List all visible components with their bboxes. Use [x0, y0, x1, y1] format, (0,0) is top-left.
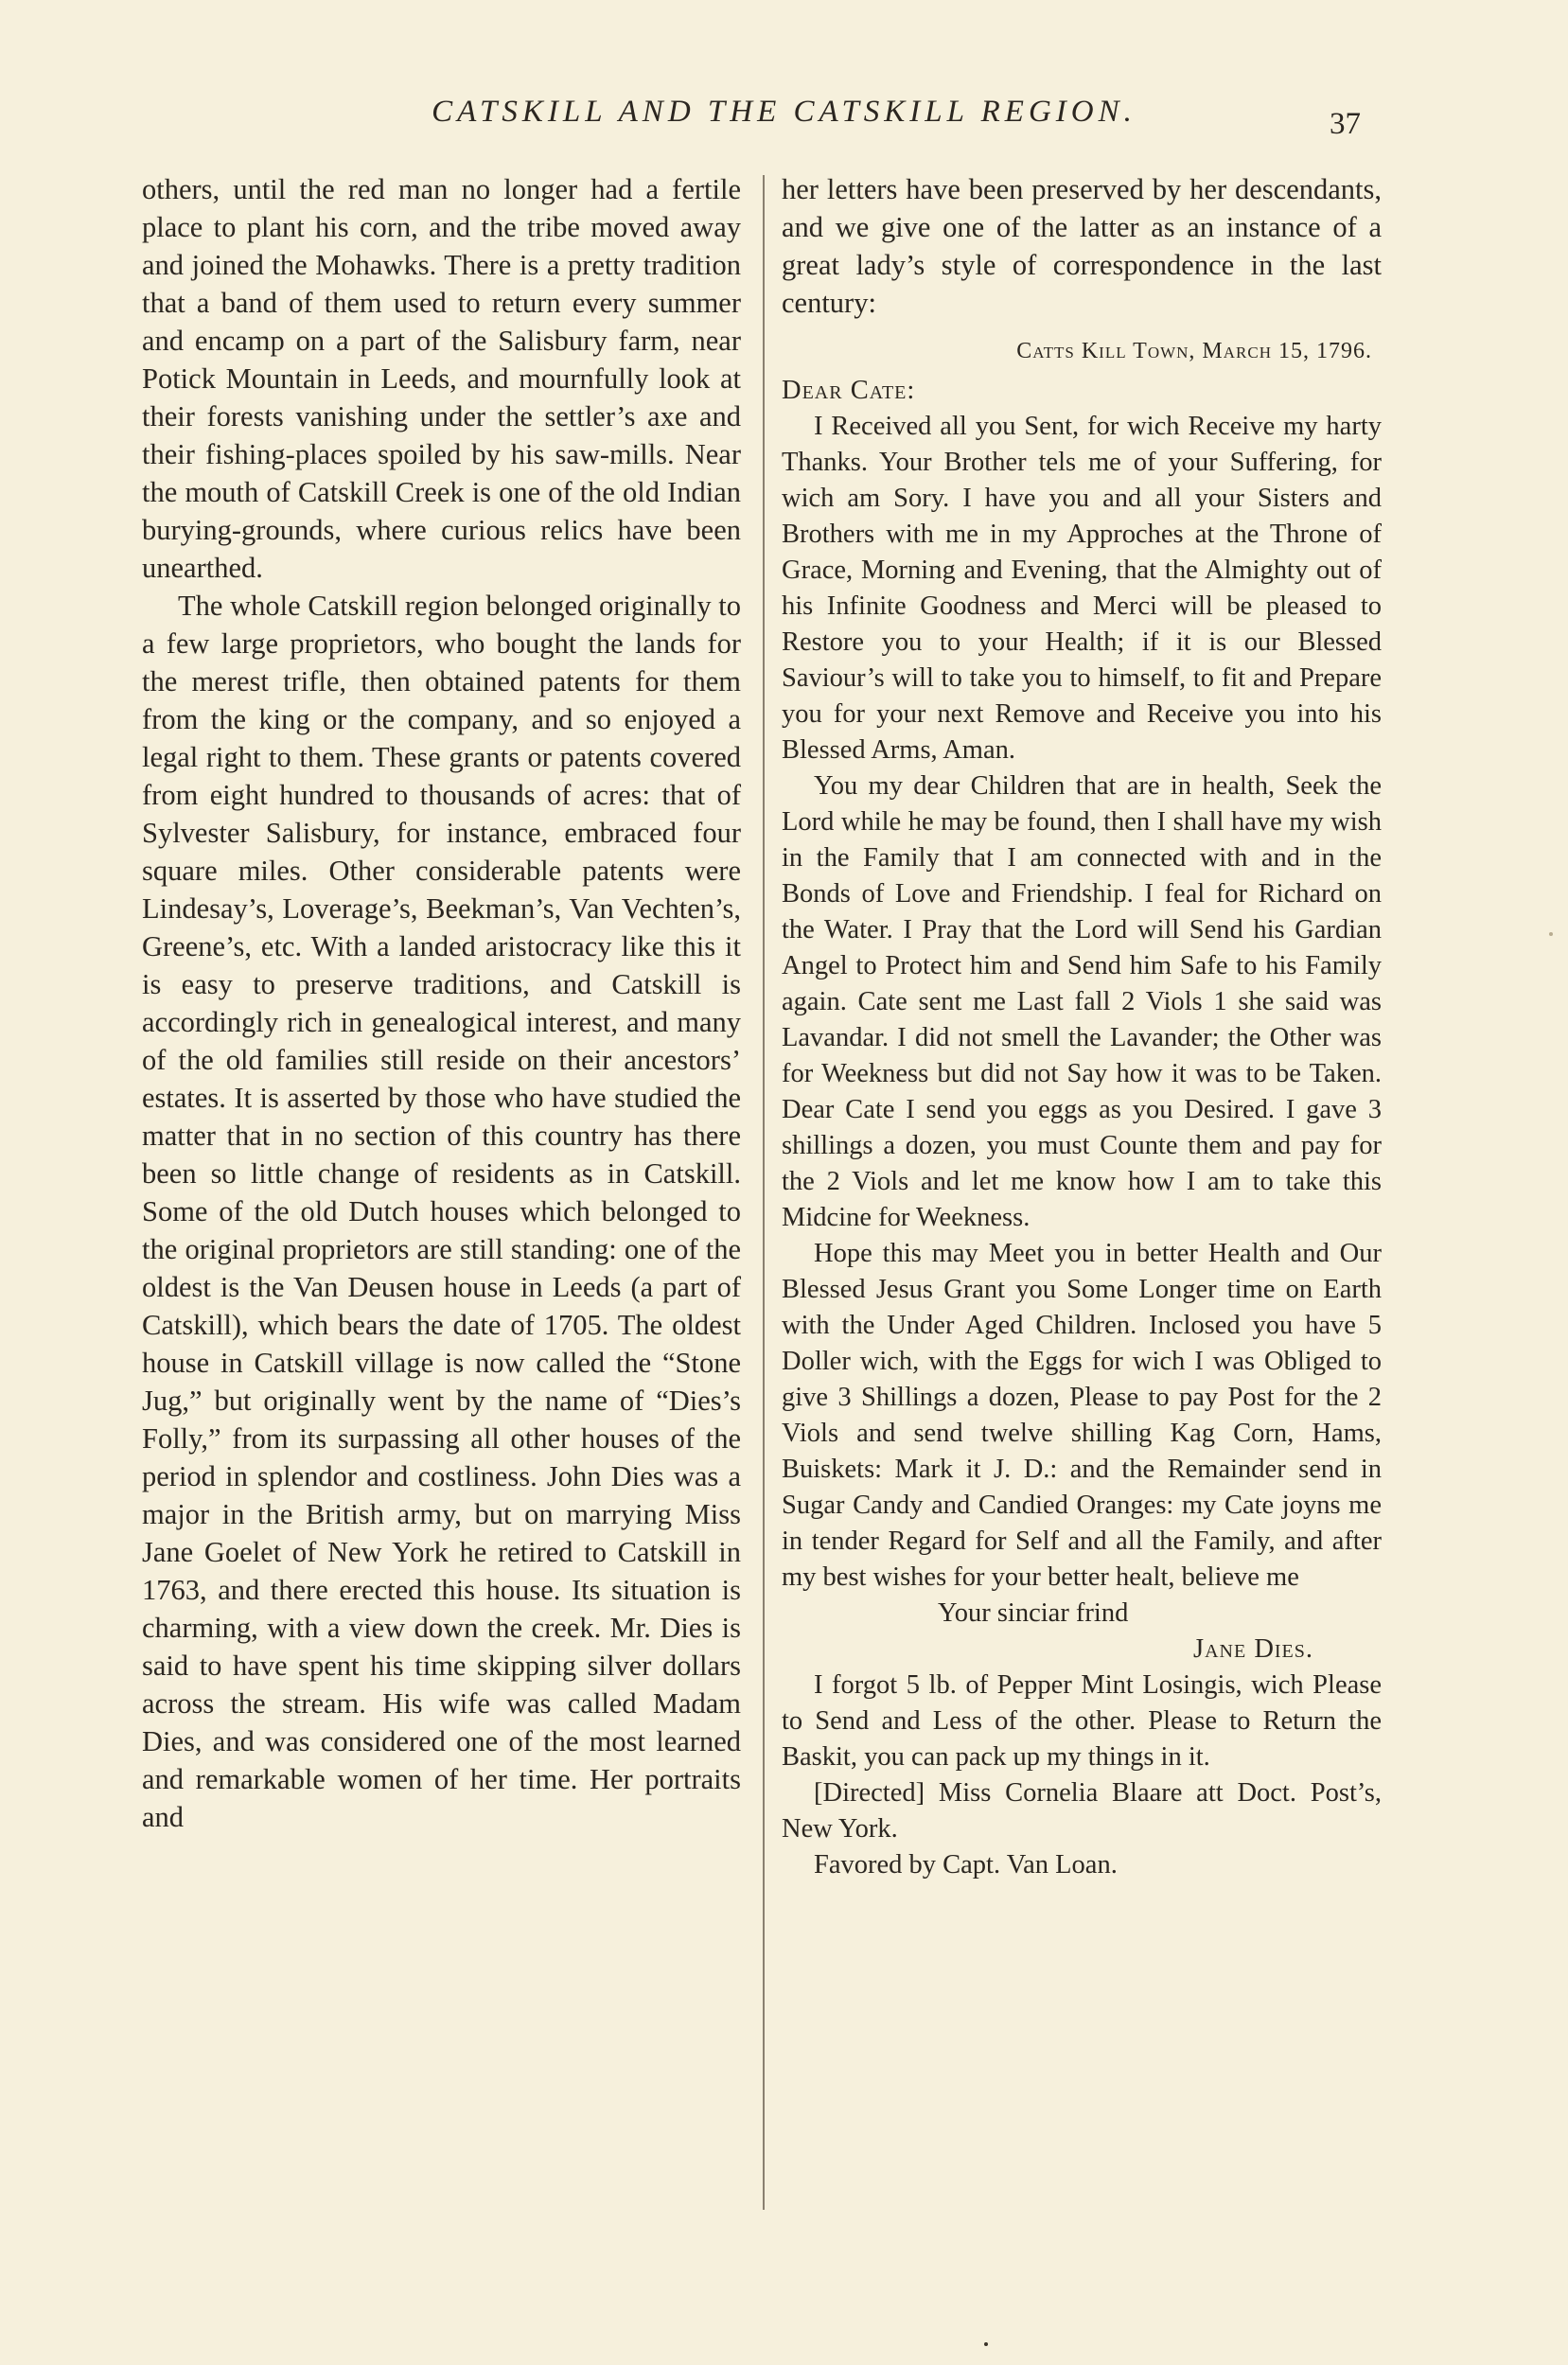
- letter-signature: Jane Dies.: [1193, 1634, 1314, 1664]
- paragraph-letters-intro: her letters have been preserved by her descendants, and we give one of the latter as an instance of a great lady’s style of correspondence in the last century:: [782, 173, 1382, 319]
- page-number: 37: [1330, 107, 1361, 141]
- letter-postscript: [Directed] Miss Cornelia Blaare att Doct. Post’s, New York.: [782, 1778, 1382, 1844]
- letter-paragraph: Hope this may Meet you in better Health and Our Blessed Jesus Grant you Some Longer time on Earth with the Under Aged Children. Inclosed you have 5 Doller wich, with the Eggs for wich I was Obliged to give 3 Shillings a dozen, Please to pay Post for the 2 Viols and send twelve shilling Kag Corn, Hams, Buiskets: Mark it J. D.: and the Remainder send in Sugar Candy and Candied Oranges: my Cate joyns me in tender Regard for Self and all the Family, and after my best wishes for your better healt, believe me: [782, 1239, 1382, 1592]
- running-head: CATSKILL AND THE CATSKILL REGION.: [432, 95, 1136, 129]
- print-speck: [1549, 932, 1553, 936]
- right-column: [782, 170, 1382, 1883]
- letter-dateline: Catts Kill Town, March 15, 1796.: [1016, 339, 1372, 363]
- paragraph-indian-tribe: others, until the red man no longer had a fertile place to plant his corn, and the tribe moved away and joined the Mohawks. There is a pretty tradition that a band of them used to return every summer and encamp on a part of the Salisbury farm, near Potick Mountain in Leeds, and mournfully look at their forests vanishing under the settler’s axe and their fishing-places spoiled by his saw-mills. Near the mouth of Catskill Creek is one of the old Indian burying-grounds, where curious relics have been unearthed.: [142, 173, 741, 584]
- print-speck: [984, 2342, 988, 2346]
- letter-paragraph: You my dear Children that are in health, Seek the Lord while he may be found, then I shall have my wish in the Family that I am connected with and in the Bonds of Love and Friendship. I feal for Richard on the Water. I Pray that the Lord will Send his Gardian Angel to Protect him and Send him Safe to his Family again. Cate sent me Last fall 2 Viols 1 she said was Lavandar. I did not smell the Lavander; the Other was for Weekness but did not Say how it was to be Taken. Dear Cate I send you eggs as you Desired. I gave 3 shillings a dozen, you must Counte them and pay for the 2 Viols and let me know how I am to take this Midcine for Weekness.: [782, 771, 1382, 1232]
- letter-closing: Your sinciar frind: [938, 1598, 1129, 1628]
- column-divider: [763, 175, 765, 2210]
- letter-postscript: I forgot 5 lb. of Pepper Mint Losingis, wich Please to Send and Less of the other. Please to Return the Baskit, you can pack up my things in it.: [782, 1670, 1382, 1772]
- letter-paragraph: I Received all you Sent, for wich Receive my harty Thanks. Your Brother tels me of your Suffering, for wich am Sory. I have you and all your Sisters and Brothers with me in my Approches at the Throne of Grace, Morning and Evening, that the Almighty out of his Infinite Goodness and Merci will be pleased to Restore you to your Health; if it is our Blessed Saviour’s will to take you to himself, to fit and Prepare you for your next Remove and Receive you into his Blessed Arms, Aman.: [782, 412, 1382, 765]
- letter: [782, 333, 1382, 1883]
- letter-salutation: Dear Cate:: [782, 376, 916, 405]
- paragraph-proprietors: The whole Catskill region belonged originally to a few large proprietors, who bought the lands for the merest trifle, then obtained patents for them from the king or the company, and so enjoyed a legal right to them. These grants or patents covered from eight hundred to thousands of acres: that of Sylvester Salisbury, for instance, embraced four square miles. Other considerable patents were Lindesay’s, Loverage’s, Beekman’s, Van Vechten’s, Greene’s, etc. With a landed aristocracy like this it is easy to preserve traditions, and Catskill is accordingly rich in genealogical interest, and many of the old families still reside on their ancestors’ estates. It is asserted by those who have studied the matter that in no section of this country has there been so little change of residents as in Catskill. Some of the old Dutch houses which belonged to the original proprietors are still standing: one of the oldest is the Van Deusen house in Leeds (a part of Catskill), which bears the date of 1705. The oldest house in Catskill village is now called the “Stone Jug,” but originally went by the name of “Dies’s Folly,” from its surpassing all other houses of the period in splendor and costliness. John Dies was a major in the British army, but on marrying Miss Jane Goelet of New York he retired to Catskill in 1763, and there erected this house. Its situation is charming, with a view down the creek. Mr. Dies is said to have spent his time skipping silver dollars across the stream. His wife was called Madam Dies, and was considered one of the most learned and remarkable women of her time. Her portraits and: [142, 590, 741, 1833]
- left-column: [142, 170, 741, 1836]
- letter-postscript: Favored by Capt. Van Loan.: [814, 1850, 1118, 1880]
